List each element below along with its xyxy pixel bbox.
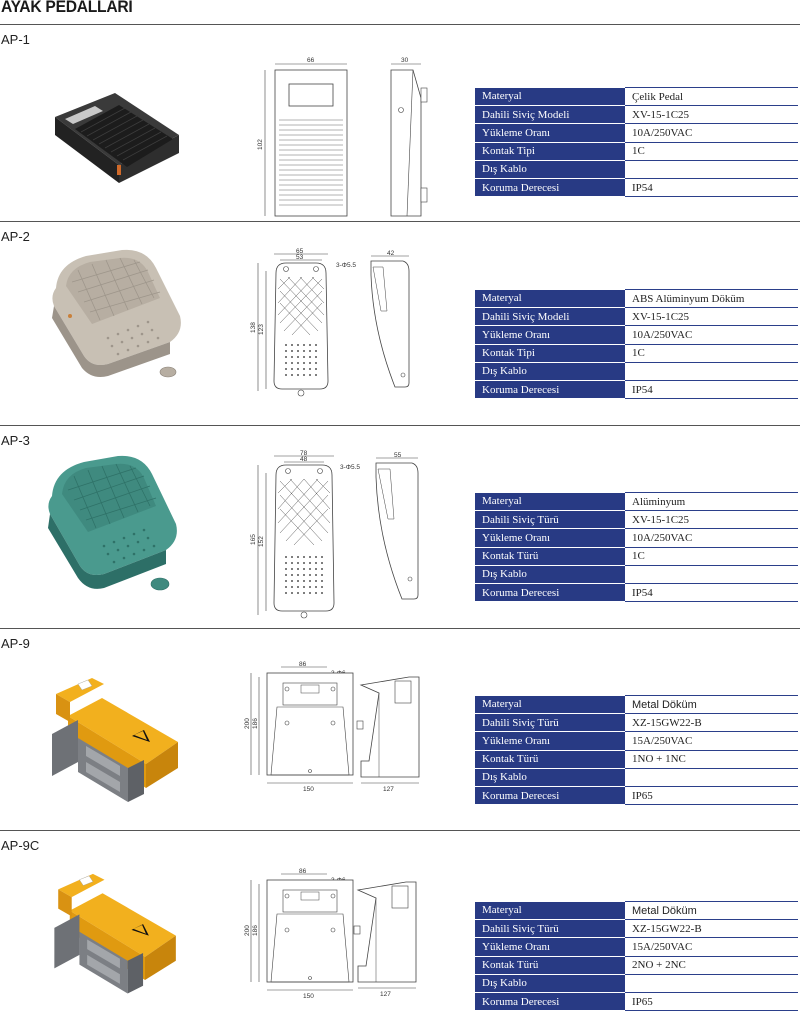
dim-width: 86 bbox=[299, 661, 307, 668]
spec-row bbox=[475, 142, 798, 160]
spec-row bbox=[475, 768, 798, 786]
technical-drawing-side bbox=[365, 251, 415, 391]
spec-table bbox=[475, 492, 798, 602]
spec-row bbox=[475, 511, 798, 529]
spec-value: ABS Alüminyum Döküm bbox=[625, 290, 798, 308]
spec-value: XV-15-1C25 bbox=[625, 308, 798, 326]
spec-key: Koruma Derecesi bbox=[475, 992, 625, 1010]
spec-value bbox=[625, 565, 798, 583]
spec-value bbox=[625, 974, 798, 992]
dim-hole: 3-Φ5.5 bbox=[340, 464, 361, 471]
spec-row bbox=[475, 493, 798, 511]
spec-row bbox=[475, 750, 798, 768]
dim-bottom: 150 bbox=[303, 993, 314, 1000]
spec-key: Dahili Siviç Modeli bbox=[475, 106, 625, 124]
technical-drawing-side bbox=[385, 58, 435, 228]
spec-row bbox=[475, 920, 798, 938]
dim-depth: 55 bbox=[394, 452, 402, 459]
dim-depth: 30 bbox=[401, 57, 409, 64]
product-photo-guarded-pedal bbox=[48, 676, 188, 816]
spec-key: Dahili Siviç Türü bbox=[475, 714, 625, 732]
spec-row bbox=[475, 380, 798, 398]
spec-row bbox=[475, 344, 798, 362]
spec-key: Koruma Derecesi bbox=[475, 380, 625, 398]
spec-value: XZ-15GW22-B bbox=[625, 714, 798, 732]
dim-inner: 53 bbox=[296, 254, 304, 261]
spec-value: Alüminyum bbox=[625, 493, 798, 511]
product-code: AP-9 bbox=[1, 636, 30, 651]
spec-value: 10A/250VAC bbox=[625, 529, 798, 547]
spec-key: Kontak Türü bbox=[475, 547, 625, 565]
technical-drawing-side bbox=[370, 453, 422, 603]
spec-row bbox=[475, 106, 798, 124]
spec-value: 1C bbox=[625, 344, 798, 362]
spec-key: Kontak Tipi bbox=[475, 344, 625, 362]
dim-depth: 127 bbox=[380, 991, 391, 998]
spec-row bbox=[475, 308, 798, 326]
spec-row bbox=[475, 786, 798, 804]
spec-value: 1C bbox=[625, 142, 798, 160]
spec-key: Materyal bbox=[475, 88, 625, 106]
spec-value: 2NO + 2NC bbox=[625, 956, 798, 974]
product-section-ap-3 bbox=[0, 425, 800, 628]
spec-row bbox=[475, 714, 798, 732]
spec-row bbox=[475, 160, 798, 178]
spec-value: XV-15-1C25 bbox=[625, 511, 798, 529]
spec-key: Dış Kablo bbox=[475, 362, 625, 380]
spec-key: Materyal bbox=[475, 696, 625, 714]
page-title: AYAK PEDALLARI bbox=[1, 0, 133, 16]
spec-row bbox=[475, 124, 798, 142]
spec-key: Dahili Siviç Modeli bbox=[475, 308, 625, 326]
spec-key: Yükleme Oranı bbox=[475, 529, 625, 547]
dim-inner-height: 186 bbox=[252, 718, 259, 729]
spec-key: Dış Kablo bbox=[475, 974, 625, 992]
spec-key: Yükleme Oranı bbox=[475, 938, 625, 956]
spec-row bbox=[475, 974, 798, 992]
spec-table bbox=[475, 695, 798, 805]
spec-row bbox=[475, 902, 798, 920]
dim-hole: 3-Φ5.5 bbox=[336, 262, 357, 269]
spec-value bbox=[625, 768, 798, 786]
spec-value: IP65 bbox=[625, 786, 798, 804]
spec-value bbox=[625, 362, 798, 380]
dim-inner-height: 152 bbox=[258, 536, 265, 547]
spec-row bbox=[475, 326, 798, 344]
spec-key: Kontak Türü bbox=[475, 750, 625, 768]
spec-value: XZ-15GW22-B bbox=[625, 920, 798, 938]
spec-value: 10A/250VAC bbox=[625, 326, 798, 344]
product-code: AP-1 bbox=[1, 32, 30, 47]
spec-key: Dahili Siviç Türü bbox=[475, 511, 625, 529]
spec-key: Koruma Derecesi bbox=[475, 583, 625, 601]
dim-height: 200 bbox=[244, 718, 251, 729]
spec-row bbox=[475, 547, 798, 565]
spec-key: Kontak Türü bbox=[475, 956, 625, 974]
product-section-ap-9c bbox=[0, 830, 800, 1011]
spec-value: Metal Döküm bbox=[625, 696, 798, 714]
spec-row bbox=[475, 178, 798, 196]
spec-row bbox=[475, 732, 798, 750]
spec-value: 15A/250VAC bbox=[625, 732, 798, 750]
spec-key: Dış Kablo bbox=[475, 565, 625, 583]
dim-width: 65 bbox=[296, 248, 304, 255]
spec-key: Koruma Derecesi bbox=[475, 178, 625, 196]
product-section-ap-2 bbox=[0, 221, 800, 425]
spec-value: IP65 bbox=[625, 992, 798, 1010]
spec-key: Dahili Siviç Türü bbox=[475, 920, 625, 938]
spec-key: Materyal bbox=[475, 902, 625, 920]
product-code: AP-9C bbox=[1, 838, 40, 853]
dim-inner: 48 bbox=[300, 456, 308, 463]
spec-key: Dış Kablo bbox=[475, 768, 625, 786]
spec-key: Dış Kablo bbox=[475, 160, 625, 178]
product-photo-guarded-pedal bbox=[48, 872, 188, 1007]
dim-depth: 127 bbox=[383, 786, 394, 793]
spec-value: 1C bbox=[625, 547, 798, 565]
spec-value: 15A/250VAC bbox=[625, 938, 798, 956]
product-section-ap-1 bbox=[0, 24, 800, 221]
product-photo-steel-pedal bbox=[55, 79, 185, 189]
spec-row bbox=[475, 529, 798, 547]
spec-table bbox=[475, 901, 798, 1011]
spec-key: Materyal bbox=[475, 493, 625, 511]
spec-value bbox=[625, 160, 798, 178]
spec-key: Yükleme Oranı bbox=[475, 326, 625, 344]
product-section-ap-9 bbox=[0, 628, 800, 830]
dim-width: 66 bbox=[307, 57, 315, 64]
technical-drawing-front bbox=[250, 248, 360, 401]
technical-drawing-front bbox=[245, 870, 360, 1000]
dim-height: 102 bbox=[257, 139, 264, 150]
spec-value: 1NO + 1NC bbox=[625, 750, 798, 768]
spec-value: Çelik Pedal bbox=[625, 88, 798, 106]
product-code: AP-3 bbox=[1, 433, 30, 448]
spec-table bbox=[475, 87, 798, 197]
dim-width: 86 bbox=[299, 868, 307, 875]
spec-table bbox=[475, 289, 798, 399]
spec-key: Kontak Tipi bbox=[475, 142, 625, 160]
spec-row bbox=[475, 290, 798, 308]
spec-row bbox=[475, 362, 798, 380]
spec-row bbox=[475, 992, 798, 1010]
spec-value: XV-15-1C25 bbox=[625, 106, 798, 124]
spec-value: IP54 bbox=[625, 583, 798, 601]
dim-width: 78 bbox=[300, 450, 308, 457]
dim-height: 200 bbox=[244, 925, 251, 936]
technical-drawing-front bbox=[250, 450, 365, 623]
spec-row bbox=[475, 696, 798, 714]
dim-inner-height: 186 bbox=[252, 925, 259, 936]
product-code: AP-2 bbox=[1, 229, 30, 244]
spec-row bbox=[475, 565, 798, 583]
dim-inner-height: 123 bbox=[258, 324, 265, 335]
technical-drawing-front bbox=[255, 58, 355, 228]
dim-depth: 42 bbox=[387, 250, 395, 257]
dim-bottom: 150 bbox=[303, 786, 314, 793]
technical-drawing-side bbox=[352, 878, 422, 998]
spec-key: Koruma Derecesi bbox=[475, 786, 625, 804]
spec-value: Metal Döküm bbox=[625, 902, 798, 920]
spec-row bbox=[475, 583, 798, 601]
technical-drawing-front bbox=[245, 663, 360, 793]
product-photo-abs-pedal bbox=[48, 246, 188, 381]
spec-value: IP54 bbox=[625, 380, 798, 398]
spec-row bbox=[475, 938, 798, 956]
technical-drawing-side bbox=[355, 673, 425, 793]
spec-row bbox=[475, 956, 798, 974]
spec-row bbox=[475, 88, 798, 106]
dim-height: 138 bbox=[250, 322, 257, 333]
spec-value: 10A/250VAC bbox=[625, 124, 798, 142]
spec-key: Materyal bbox=[475, 290, 625, 308]
spec-value: IP54 bbox=[625, 178, 798, 196]
spec-key: Yükleme Oranı bbox=[475, 732, 625, 750]
dim-height: 165 bbox=[250, 534, 257, 545]
spec-key: Yükleme Oranı bbox=[475, 124, 625, 142]
product-photo-aluminium-pedal bbox=[44, 450, 184, 595]
